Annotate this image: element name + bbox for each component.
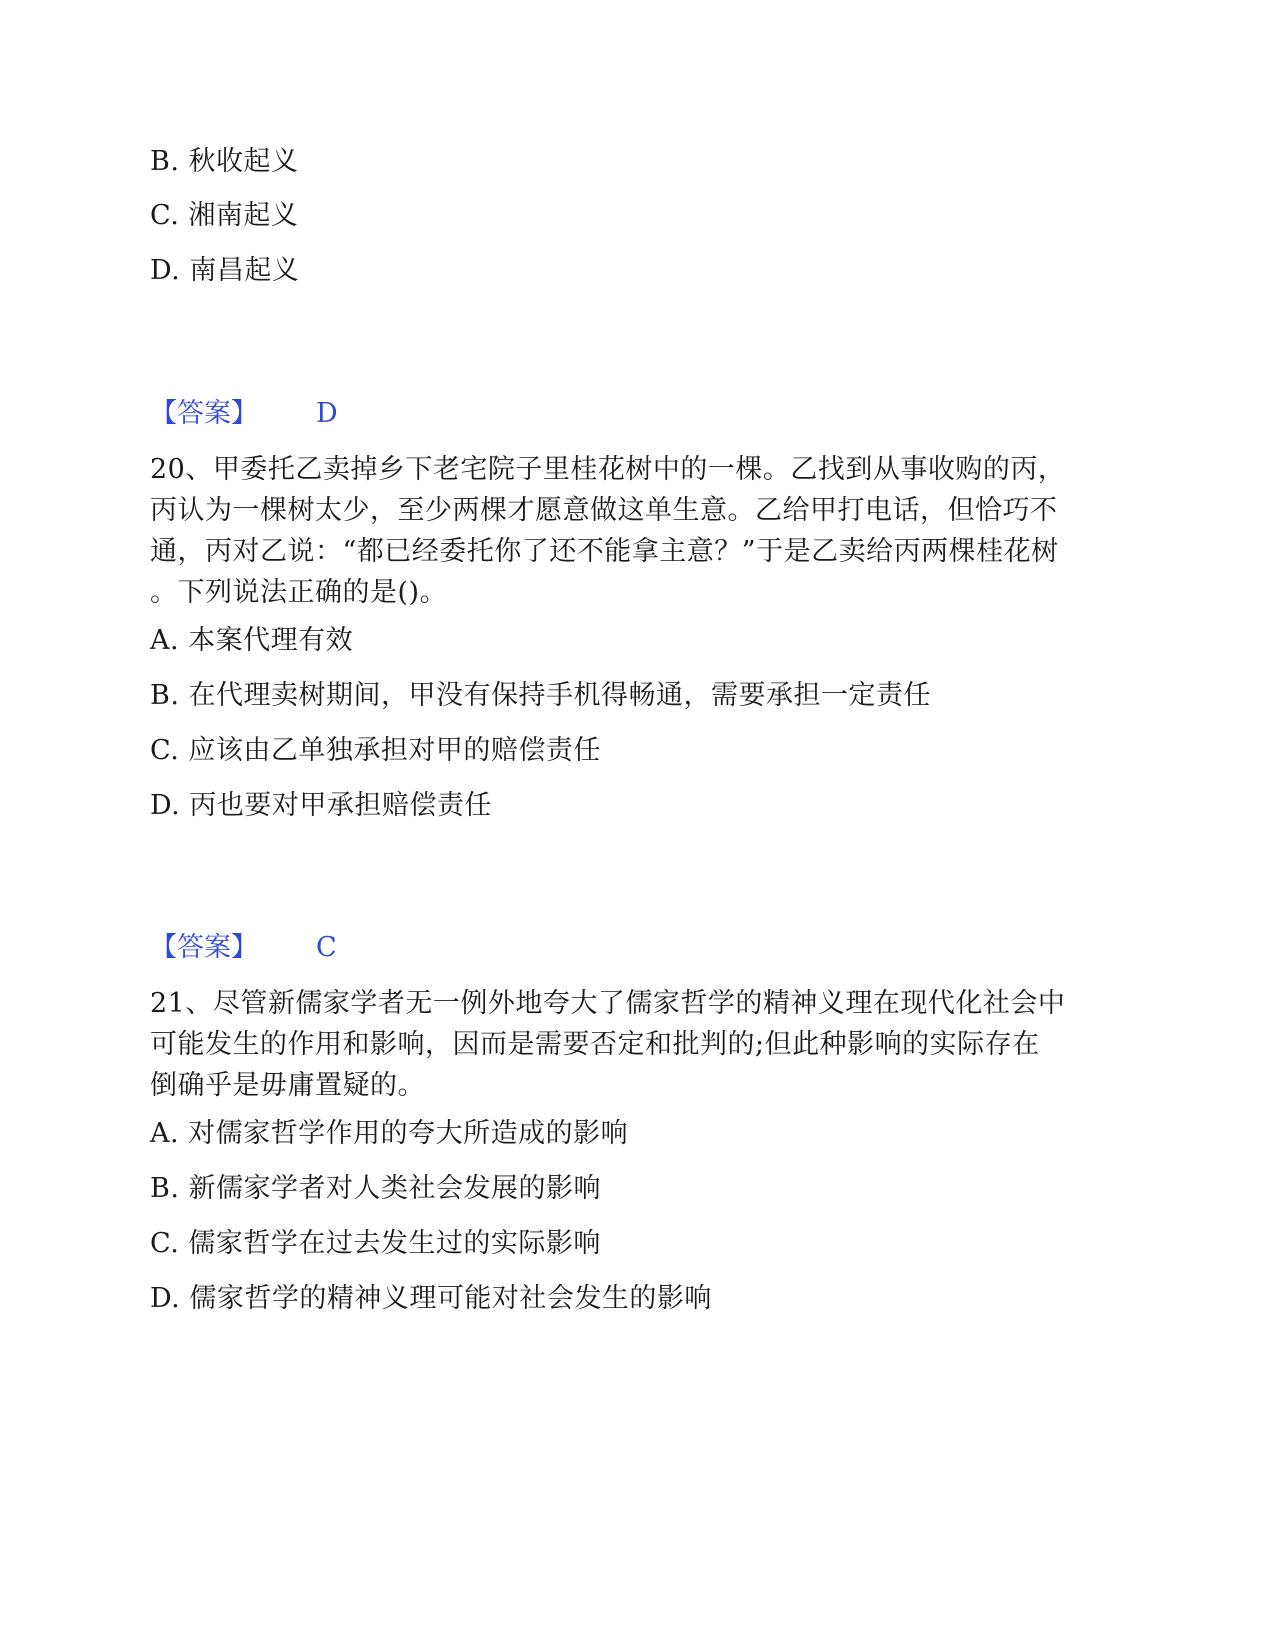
q21-stem-line: 倒确乎是毋庸置疑的。 [150,1070,425,1101]
q21-stem [150,983,1110,1106]
q19-answer-label: 【答案】 [150,398,258,429]
q20-answer-value: C [316,932,337,963]
q19-option-c: C. 湘南起义 [150,200,299,231]
q19-answer-value: D [316,398,338,429]
q20-answer [150,928,337,968]
q19-answer [150,394,338,434]
q20-stem [150,449,1110,613]
q20-stem-line: 丙认为一棵树太少，至少两棵才愿意做这单生意。乙给甲打电话，但恰巧不 [150,495,1058,526]
q19-option-d: D. 南昌起义 [150,255,300,286]
q21-stem-line: 可能发生的作用和影响，因而是需要否定和批判的;但此种影响的实际存在 [150,1029,1040,1060]
q19-option-b: B. 秋收起义 [150,146,299,177]
q20-answer-label: 【答案】 [150,932,258,963]
q20-stem-line: 通，丙对乙说：“都已经委托你了还不能拿主意？”于是乙卖给丙两棵桂花树 [150,536,1059,567]
q20-stem-line: 20、甲委托乙卖掉乡下老宅院子里桂花树中的一棵。乙找到从事收购的丙， [150,454,1066,485]
q20-stem-line: 。下列说法正确的是()。 [150,577,448,608]
q21-option-c: C. 儒家哲学在过去发生过的实际影响 [150,1228,601,1259]
q20-option-d: D. 丙也要对甲承担赔偿责任 [150,790,492,821]
q21-option-d: D. 儒家哲学的精神义理可能对社会发生的影响 [150,1283,712,1314]
q20-option-c: C. 应该由乙单独承担对甲的赔偿责任 [150,735,601,766]
q21-stem-line: 21、尽管新儒家学者无一例外地夸大了儒家哲学的精神义理在现代化社会中 [150,988,1066,1019]
q20-option-a: A. 本案代理有效 [150,625,354,656]
q21-option-a: A. 对儒家哲学作用的夸大所造成的影响 [150,1118,629,1149]
q21-option-b: B. 新儒家学者对人类社会发展的影响 [150,1173,602,1204]
q20-option-b: B. 在代理卖树期间，甲没有保持手机得畅通，需要承担一定责任 [150,680,932,711]
